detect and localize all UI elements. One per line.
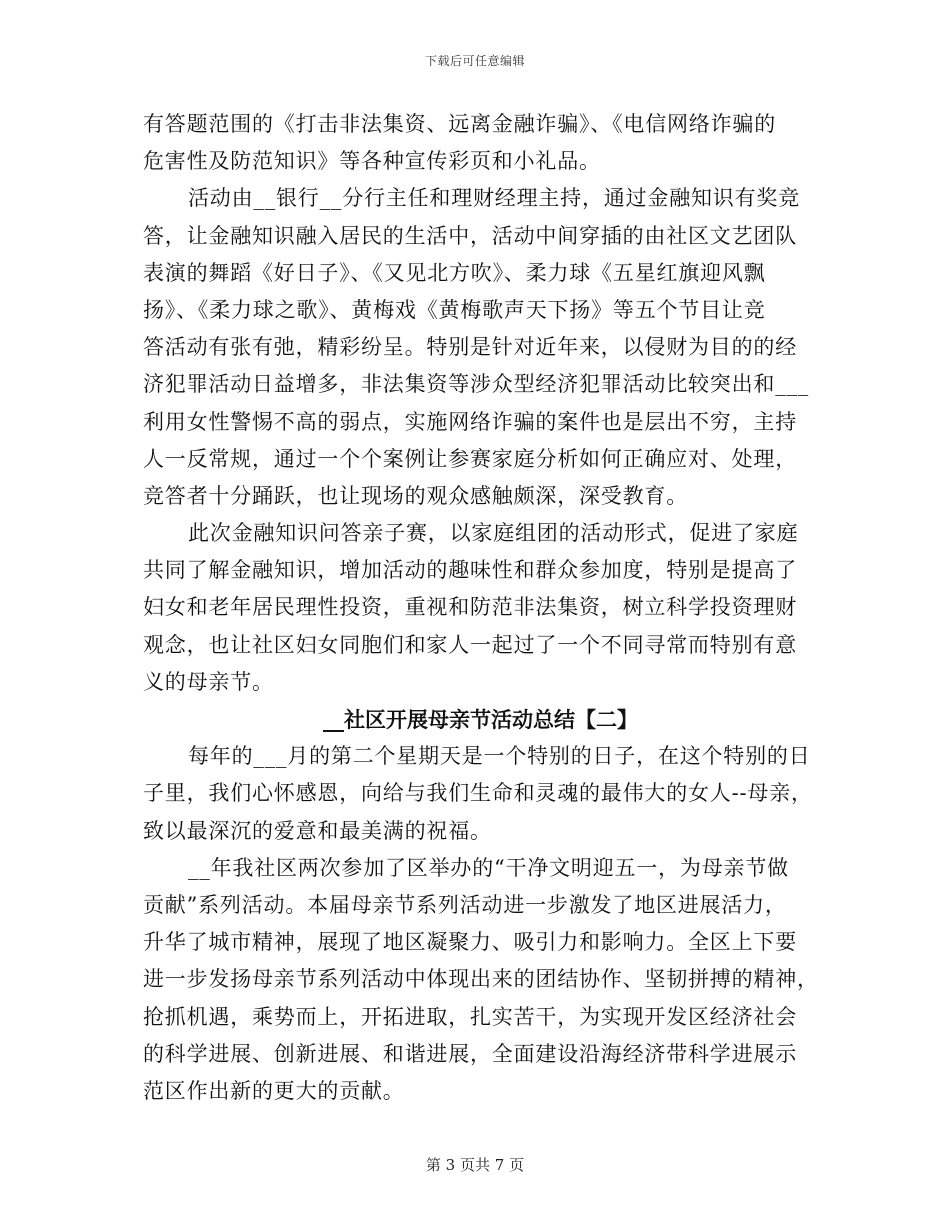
paragraph-line: 抢抓机遇，乘势而上，开拓进取，扎实苦干，为实现开发区经济社会 [143,1004,797,1029]
page-number: 第 3 页共 7 页 [425,1156,525,1174]
paragraph-line: 危害性及防范知识》等各种宣传彩页和小礼品。 [143,149,601,174]
paragraph-line: 有答题范围的《打击非法集资、远离金融诈骗》、《电信网络诈骗的 [143,112,776,136]
paragraph-line: 致以最深沉的爱意和最美满的祝福。 [143,818,492,843]
paragraph-line: 观念，也让社区妇女同胞们和家人一起过了一个不同寻常而特别有意 [143,632,797,657]
paragraph-line: 范区作出新的更大的贡献。 [143,1078,405,1103]
paragraph-line: 的科学进展、创新进展、和谐进展，全面建设沿海经济带科学进展示 [143,1041,797,1066]
paragraph-line: 贡献”系列活动。本届母亲节系列活动进一步激发了地区进展活力， [143,892,787,917]
paragraph-line: 答活动有张有弛，精彩纷呈。特别是针对近年来，以侵财为目的的经 [143,335,797,360]
section-heading: __社区开展母亲节活动总结【二】 [323,707,638,732]
paragraph-line: 利用女性警惕不高的弱点，实施网络诈骗的案件也是层出不穷，主持 [143,409,797,434]
paragraph-line: 此次金融知识问答亲子赛，以家庭组团的活动形式，促进了家庭 [188,521,799,546]
paragraph-line: 进一步发扬母亲节系列活动中体现出来的团结协作、坚韧拼搏的精神， [143,967,819,992]
paragraph-line: 义的母亲节。 [143,669,274,694]
paragraph-line: 人一反常规，通过一个个案例让参赛家庭分析如何正确应对、处理， [143,446,797,471]
paragraph-line: __年我社区两次参加了区举办的“干净文明迎五一，为母亲节做 [188,855,789,880]
paragraph-line: 济犯罪活动日益增多，非法集资等涉众型经济犯罪活动比较突出和___ [143,372,810,397]
paragraph-line: 每年的___月的第二个星期天是一个特别的日子，在这个特别的日 [188,744,811,769]
paragraph-line: 答，让金融知识融入居民的生活中，活动中间穿插的由社区文艺团队 [143,223,797,248]
paragraph-line: 子里，我们心怀感恩，向给与我们生命和灵魂的最伟大的女人--母亲， [143,781,813,806]
paragraph-line: 共同了解金融知识，增加活动的趣味性和群众参加度，特别是提高了 [143,558,797,583]
paragraph-line: 升华了城市精神，展现了地区凝聚力、吸引力和影响力。全区上下要 [143,930,797,955]
paragraph-line: 扬》、《柔力球之歌》、黄梅戏《黄梅歌声天下扬》等五个节目让竞 [143,297,766,322]
paragraph-line: 活动由__银行__分行主任和理财经理主持，通过金融知识有奖竞 [188,186,800,211]
paragraph-line: 表演的舞蹈《好日子》、《又见北方吹》、柔力球《五星红旗迎风飘 [143,260,766,285]
page-header: 下载后可任意编辑 [424,54,525,68]
paragraph-line: 妇女和老年居民理性投资，重视和防范非法集资，树立科学投资理财 [143,595,797,620]
paragraph-line: 竞答者十分踊跃，也让现场的观众感触颇深，深受教育。 [143,483,688,508]
document-body [143,106,819,1110]
